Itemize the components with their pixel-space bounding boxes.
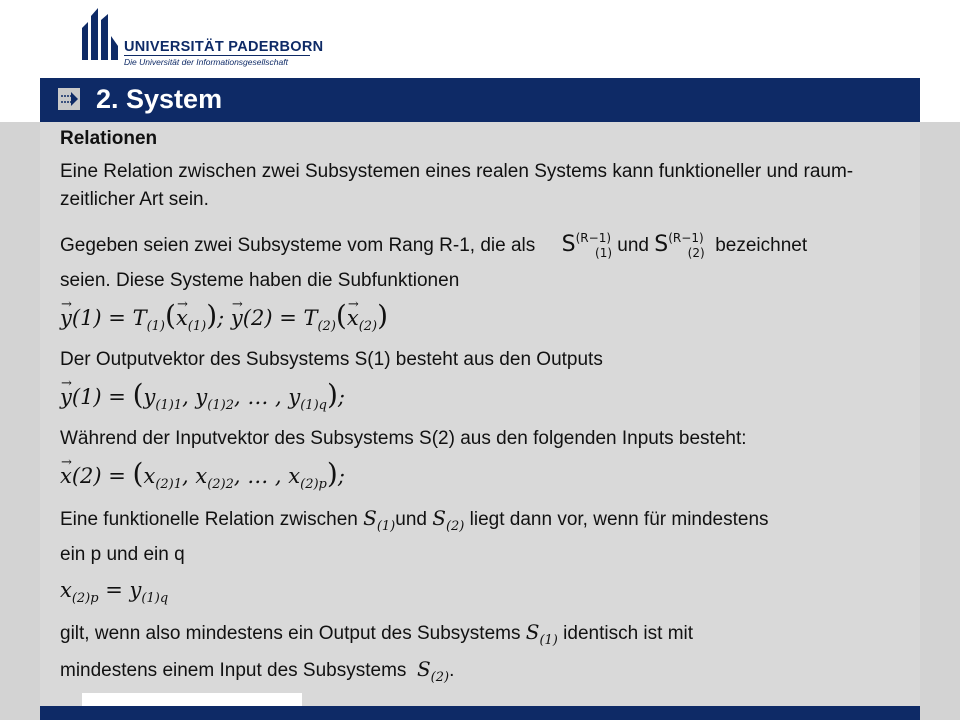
section-heading: Relationen xyxy=(60,128,158,149)
university-logo-icon xyxy=(80,6,122,62)
text-fragment: seien. Diese Systeme haben die Subfunktionen xyxy=(60,270,460,291)
text-fragment: und xyxy=(617,235,649,256)
formula-subfunctions: → $y(1) = T_{(1)}(\to x_{(1)})$; → $y(2) = T_{(2)}(\to x_{(2)})$ xyxy=(60,301,900,342)
symbol-s2: $S^{(R-1)}_{(2)}$ xyxy=(654,231,705,260)
arrow-right-icon xyxy=(58,88,80,110)
formula-equality: $x_{(2)p} = y_{(1)q}$ xyxy=(60,578,169,606)
paragraph-functional-relation: Eine funktionelle Relation zwischen $S_{(1)}und$ $S_{(2)}$ liegt dann vor, wenn für mindestens ein p und ein q xyxy=(60,506,769,565)
paragraph-relation: Eine Relation zwischen zwei Subsystemen eines realen Systems kann funktioneller und raum-zeitlicher Art sein. xyxy=(60,161,854,210)
paragraph-output-vector: Der Outputvektor des Subsystems S(1) besteht aus den Outputs xyxy=(60,349,603,370)
formula-output-vector: → $y(1) = (y_{(1)1}$, $y_{(1)2}$, … , $y_{(1)q}$); xyxy=(60,380,900,421)
slide-body xyxy=(60,128,900,692)
text-fragment: bezeichnet xyxy=(715,235,808,256)
symbol-s1: $S^{(R-1)}_{(1)}$ xyxy=(561,231,613,260)
footer-highlight xyxy=(82,693,302,706)
university-name: UNIVERSITÄT PADERBORN xyxy=(124,39,324,55)
formula-input-vector: → $x(2) = (x_{(2)1}$, $x_{(2)2}$, … , $x_{(2)p}$); xyxy=(60,459,900,500)
slide-title: 2. System xyxy=(96,84,223,114)
university-tagline: Die Universität der Informationsgesellschaft xyxy=(124,57,288,67)
footer-bar xyxy=(40,706,920,720)
logo-divider xyxy=(124,55,310,56)
university-logo xyxy=(80,6,324,68)
paragraph-input-vector: Während der Inputvektor des Subsystems S(2) aus den folgenden Inputs besteht: xyxy=(60,428,747,449)
paragraph-conclusion: gilt, wenn also mindestens ein Output des Subsystems $S_{(1)}$ identisch ist mit mindestens einem Input des Subsystems $S_{(2)}$. xyxy=(60,620,694,685)
text-fragment: Gegeben seien zwei Subsysteme vom Rang R-1, die als xyxy=(60,235,536,256)
paragraph-subsystems xyxy=(60,224,900,295)
title-bar xyxy=(40,78,920,122)
